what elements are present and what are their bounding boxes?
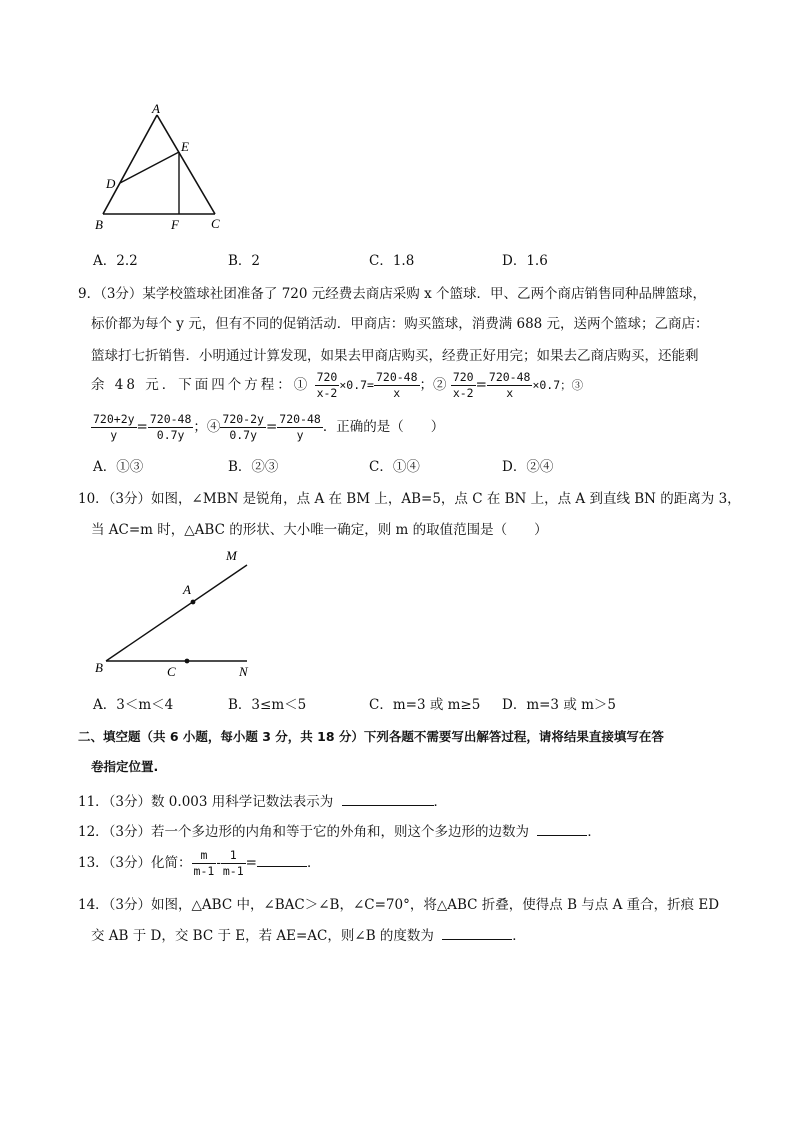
eq4-mid: = bbox=[265, 419, 278, 435]
q9-option-a[interactable]: A．①③ bbox=[93, 459, 144, 475]
q9-line-5 bbox=[91, 412, 444, 443]
q9-line-1: 9．（3分）某学校篮球社团准备了 720 元经费去商店采购 x 个篮球．甲、乙两个商店销售同种品牌篮球， bbox=[78, 286, 706, 302]
q9-option-d[interactable]: D．②④ bbox=[502, 459, 554, 475]
q12-end: ． bbox=[587, 824, 601, 840]
label-a: A bbox=[152, 101, 160, 116]
q9-line-3: 篮球打七折销售．小明通过计算发现，如果去甲商店购买，经费正好用完；如果去乙商店购买，还能剩 bbox=[91, 348, 699, 364]
q8-option-c[interactable]: C．1.8 bbox=[369, 253, 415, 269]
q13-answer-blank[interactable] bbox=[257, 854, 307, 867]
q8-option-a[interactable]: A．2.2 bbox=[93, 253, 138, 269]
ray-bm bbox=[106, 565, 247, 661]
eq4-fraction-2: $\frac{720-48}{y}$ bbox=[279, 412, 321, 442]
eq2-mid: = bbox=[475, 377, 487, 393]
q9-line-2: 标价都为每个 y 元，但有不同的促销活动．甲商店：购买篮球，消费满 688 元，送两个篮球；乙商店： bbox=[91, 316, 709, 332]
label-f: F bbox=[171, 217, 179, 232]
section-2-heading: 二、填空题（共 6 小题，每小题 3 分，共 18 分）下列各题不需要写出解答过程，请将结果直接填写在答 bbox=[78, 729, 664, 744]
eq2-end: ×0.7；③ bbox=[532, 378, 584, 392]
eq1-fraction-1: $\frac{720}{x-2}$ bbox=[316, 370, 338, 400]
q13-minus: - bbox=[216, 855, 221, 871]
q8-option-b[interactable]: B．2 bbox=[228, 253, 261, 269]
q11-answer-blank[interactable] bbox=[342, 793, 434, 806]
eq1-fraction-2: $\frac{720-48}{x}$ bbox=[375, 370, 418, 400]
eq2-fraction-2: $\frac{720-48}{x}$ bbox=[488, 370, 531, 400]
q14-line-2-text: 交 AB 于 D，交 BC 于 E，若 AE=AC，则∠B 的度数为 bbox=[91, 928, 434, 944]
label-b: B bbox=[95, 217, 103, 232]
q13-fraction-2: $\frac{1}{m-1}$ bbox=[222, 848, 244, 878]
q14-end: ． bbox=[512, 928, 526, 944]
label-b: B bbox=[95, 660, 103, 675]
q10-option-c[interactable]: C．m=3 或 m≥5 bbox=[369, 697, 481, 713]
q9-line-4 bbox=[91, 370, 583, 401]
eq1-mid: ×0.7= bbox=[339, 378, 374, 392]
eq3-mid: = bbox=[136, 419, 148, 435]
q14-answer-blank[interactable] bbox=[442, 927, 512, 940]
q9-option-b[interactable]: B．②③ bbox=[228, 459, 279, 475]
eq3-fraction-2: $\frac{720-48}{0.7y}$ bbox=[149, 412, 192, 442]
eq3-end: ；④ bbox=[193, 419, 221, 435]
q12 bbox=[78, 820, 601, 840]
q12-text: 12．（3分）若一个多边形的内角和等于它的外角和，则这个多边形的边数为 bbox=[78, 824, 530, 840]
label-c: C bbox=[211, 216, 220, 231]
q13-equals: = bbox=[245, 855, 257, 871]
q13 bbox=[78, 848, 320, 879]
q10-line-1: 10．（3分）如图，∠MBN 是锐角，点 A 在 BM 上，AB=5，点 C 在 BN 上，点 A 到直线 BN 的距离为 3， bbox=[78, 491, 741, 507]
q9-option-c[interactable]: C．①④ bbox=[369, 459, 420, 475]
label-e: E bbox=[181, 139, 189, 154]
q10-option-d[interactable]: D．m=3 或 m＞5 bbox=[502, 697, 616, 713]
point-c bbox=[185, 659, 190, 664]
q10-option-a[interactable]: A．3＜m＜4 bbox=[93, 697, 174, 713]
q11-text: 11．（3分）数 0.003 用科学记数法表示为 bbox=[78, 794, 334, 810]
eq2-fraction-1: $\frac{720}{x-2}$ bbox=[452, 370, 474, 400]
angle-figure-q10 bbox=[88, 545, 263, 680]
label-c: C bbox=[167, 664, 176, 679]
label-d: D bbox=[106, 176, 116, 191]
eq3-fraction-1: $\frac{720+2y}{y}$ bbox=[93, 412, 135, 442]
side-ac bbox=[157, 115, 215, 214]
section-2-heading-line-2: 卷指定位置. bbox=[91, 759, 159, 774]
side-ab bbox=[103, 115, 157, 214]
q9-line-4-prefix: 余 48 元．下面四个方程：① bbox=[91, 377, 311, 393]
eq4-end: ．正确的是（ ） bbox=[322, 419, 445, 435]
q14-line-2 bbox=[91, 924, 526, 944]
q11 bbox=[78, 790, 447, 810]
label-a: A bbox=[183, 582, 191, 597]
q13-end: ． bbox=[306, 855, 321, 871]
q14-line-1: 14．（3分）如图，△ABC 中，∠BAC＞∠B，∠C=70°，将△ABC 折叠，使得点 B 与点 A 重合，折痕 ED bbox=[78, 897, 720, 913]
label-m: M bbox=[226, 548, 237, 563]
label-n: N bbox=[239, 664, 248, 679]
q13-prefix: 13．（3分）化简： bbox=[78, 855, 192, 871]
q11-end: ． bbox=[433, 794, 448, 810]
q8-option-d[interactable]: D．1.6 bbox=[502, 253, 548, 269]
triangle-figure-q8 bbox=[90, 100, 230, 235]
eq1-end: ；② bbox=[419, 377, 447, 393]
q13-fraction-1: $\frac{m}{m-1}$ bbox=[193, 848, 215, 878]
point-a bbox=[191, 600, 196, 605]
q10-line-2: 当 AC=m 时，△ABC 的形状、大小唯一确定，则 m 的取值范围是（ ） bbox=[91, 522, 548, 538]
eq4-fraction-1: $\frac{720-2y}{0.7y}$ bbox=[222, 412, 264, 442]
q10-option-b[interactable]: B．3≤m＜5 bbox=[228, 697, 307, 713]
q12-answer-blank[interactable] bbox=[537, 823, 587, 836]
